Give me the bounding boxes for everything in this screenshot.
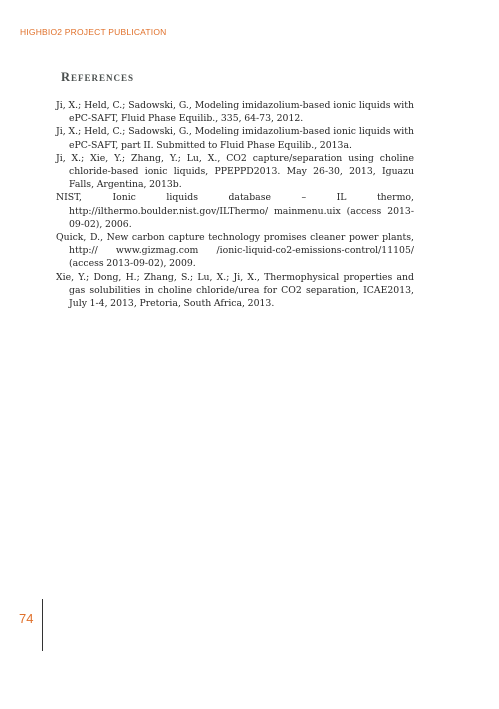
references-heading: References xyxy=(61,70,135,84)
reference-item: Ji, X.; Held, C.; Sadowski, G., Modeling imidazolium-based ionic liquids with ePC-SAFT, part II. Submitted to Fluid Phase Equilib., 2013a. xyxy=(56,126,414,151)
page-number: 74 xyxy=(19,611,34,626)
reference-item: Ji, X.; Xie, Y.; Zhang, Y.; Lu, X., CO2 capture/separation using choline chloride-based ionic liquids, PPEPPD2013. May 26-30, 2013, Iguazu Falls, Argentina, 2013b. xyxy=(56,152,414,191)
reference-item: Ji, X.; Held, C.; Sadowski, G., Modeling imidazolium-based ionic liquids with ePC-SAFT, Fluid Phase Equilib., 335, 64-73, 2012. xyxy=(56,100,414,125)
reference-list xyxy=(56,99,414,310)
reference-item: Xie, Y.; Dong, H.; Zhang, S.; Lu, X.; Ji, X., Thermophysical properties and gas solubilities in choline chloride/urea for CO2 separation, ICAE2013, July 1-4, 2013, Pretoria, South Africa, 2013. xyxy=(56,271,414,310)
running-header: HIGHBIO2 PROJECT PUBLICATION xyxy=(20,27,167,37)
reference-item: NIST, Ionic liquids database – IL thermo, http://ilthermo.boulder.nist.gov/ILThermo/ mainmenu.uix (access 2013-09-02), 2006. xyxy=(56,192,414,230)
margin-rule xyxy=(42,599,43,651)
reference-item: Quick, D., New carbon capture technology promises cleaner power plants, http:// www.gizmag.com /ionic-liquid-co2-emissions-control/11105/ (access 2013-09-02), 2009. xyxy=(56,232,414,270)
